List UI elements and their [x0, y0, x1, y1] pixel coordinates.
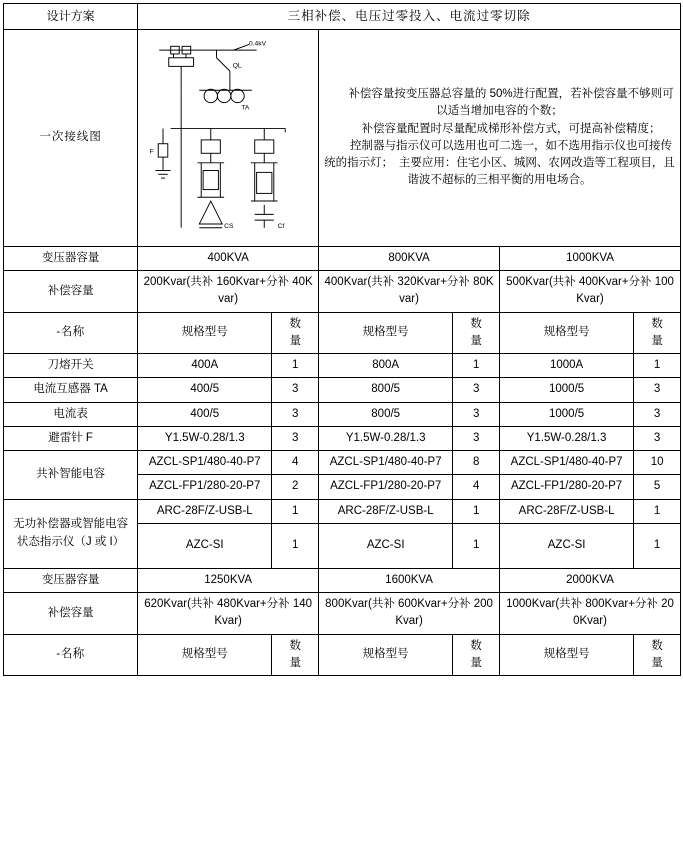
svg-text:F: F — [149, 148, 154, 156]
item-spec: 800A — [319, 354, 453, 378]
transformer-capacity-value-5: 1600KVA — [319, 568, 500, 592]
transformer-capacity-label-2: 变压器容量 — [4, 568, 138, 592]
transformer-capacity-label-1: 变压器容量 — [4, 246, 138, 270]
compensation-capacity-value-2: 400Kvar(共补 320Kvar+分补 80Kvar) — [319, 271, 500, 313]
item-spec: 400/5 — [138, 378, 272, 402]
transformer-capacity-value-1: 400KVA — [138, 246, 319, 270]
item-qty: 8 — [453, 451, 500, 475]
item-spec: AZCL-SP1/480-40-P7 — [500, 451, 634, 475]
qty-column-header-3: 数 量 — [634, 312, 681, 354]
diagram-description — [319, 29, 681, 246]
item-qty: 1 — [634, 523, 681, 568]
item-name: 刀熔开关 — [4, 354, 138, 378]
item-qty: 1 — [272, 523, 319, 568]
item-qty: 1 — [453, 499, 500, 523]
item-spec: AZC-SI — [500, 523, 634, 568]
transformer-capacity-value-2: 800KVA — [319, 246, 500, 270]
item-spec: 1000A — [500, 354, 634, 378]
compensation-capacity-value-4: 620Kvar(共补 480Kvar+分补 140Kvar) — [138, 593, 319, 635]
spec-column-header-6: 规格型号 — [500, 634, 634, 676]
item-qty: 3 — [272, 426, 319, 450]
item-spec: Y1.5W-0.28/1.3 — [138, 426, 272, 450]
item-spec: 1000/5 — [500, 378, 634, 402]
qty-column-header-4: 数 量 — [272, 634, 319, 676]
item-qty: 1 — [634, 499, 681, 523]
item-qty: 3 — [634, 402, 681, 426]
item-qty: 3 — [634, 426, 681, 450]
item-spec: 400A — [138, 354, 272, 378]
item-spec: 800/5 — [319, 378, 453, 402]
spec-column-header-3: 规格型号 — [500, 312, 634, 354]
item-spec: AZC-SI — [319, 523, 453, 568]
item-qty: 1 — [272, 354, 319, 378]
item-qty: 3 — [453, 426, 500, 450]
table-row — [4, 402, 681, 426]
item-qty: 3 — [453, 402, 500, 426]
compensation-capacity-label-2: 补偿容量 — [4, 593, 138, 635]
item-spec: Y1.5W-0.28/1.3 — [319, 426, 453, 450]
item-qty: 1 — [634, 354, 681, 378]
item-qty: 1 — [453, 354, 500, 378]
item-qty: 3 — [453, 378, 500, 402]
item-qty: 10 — [634, 451, 681, 475]
compensation-capacity-value-3: 500Kvar(共补 400Kvar+分补 100Kvar) — [500, 271, 681, 313]
table-row — [4, 378, 681, 402]
item-spec: AZCL-FP1/280-20-P7 — [319, 475, 453, 499]
compensation-capacity-label-1: 补偿容量 — [4, 271, 138, 313]
table-row — [4, 4, 681, 30]
transformer-capacity-value-6: 2000KVA — [500, 568, 681, 592]
name-column-header-2: -名称 — [4, 634, 138, 676]
spec-column-header-1: 规格型号 — [138, 312, 272, 354]
wiring-diagram-label: 一次接线图 — [4, 29, 138, 246]
item-spec: AZCL-FP1/280-20-P7 — [500, 475, 634, 499]
svg-text:0.4kV: 0.4kV — [249, 40, 267, 48]
spec-column-header-2: 规格型号 — [319, 312, 453, 354]
item-name: 电流互感器 TA — [4, 378, 138, 402]
table-row — [4, 354, 681, 378]
svg-text:Cf: Cf — [277, 222, 285, 230]
spec-column-header-4: 规格型号 — [138, 634, 272, 676]
compensation-capacity-value-1: 200Kvar(共补 160Kvar+分补 40Kvar) — [138, 271, 319, 313]
item-spec: AZCL-SP1/480-40-P7 — [138, 451, 272, 475]
item-name: 无功补偿器或智能电容状态指示仪（J 或 I） — [4, 499, 138, 568]
item-name: 电流表 — [4, 402, 138, 426]
item-qty: 3 — [634, 378, 681, 402]
qty-column-header-6: 数 量 — [634, 634, 681, 676]
design-scheme-label: 设计方案 — [4, 4, 138, 30]
transformer-capacity-value-4: 1250KVA — [138, 568, 319, 592]
description-paragraph-3: 控制器与指示仪可以选用也可二选一，如不选用指示仪也可接传统的指示灯； 主要应用：住宅小区、城网、农网改造等工程项目，且谐波不超标的三相平衡的用电场合。 — [324, 139, 675, 187]
item-qty: 4 — [272, 451, 319, 475]
description-paragraph-2: 补偿容量配置时尽量配成梯形补偿方式，可提高补偿精度； — [361, 122, 661, 135]
wiring-diagram-svg — [142, 33, 314, 243]
item-qty: 1 — [453, 523, 500, 568]
table-row — [4, 426, 681, 450]
item-name: 避雷针 F — [4, 426, 138, 450]
item-name: 共补智能电容 — [4, 451, 138, 500]
item-spec: ARC-28F/Z-USB-L — [138, 499, 272, 523]
item-spec: 1000/5 — [500, 402, 634, 426]
table-row — [4, 568, 681, 592]
item-qty: 4 — [453, 475, 500, 499]
qty-column-header-5: 数 量 — [453, 634, 500, 676]
table-row — [4, 451, 681, 475]
compensation-capacity-value-6: 1000Kvar(共补 800Kvar+分补 200Kvar) — [500, 593, 681, 635]
compensation-capacity-value-5: 800Kvar(共补 600Kvar+分补 200Kvar) — [319, 593, 500, 635]
item-spec: 800/5 — [319, 402, 453, 426]
description-paragraph-1: 补偿容量按变压器总容量的 50%进行配置，若补偿容量不够则可以适当增加电容的个数； — [348, 88, 674, 118]
item-spec: AZC-SI — [138, 523, 272, 568]
item-qty: 3 — [272, 402, 319, 426]
item-spec: ARC-28F/Z-USB-L — [500, 499, 634, 523]
qty-column-header-1: 数 量 — [272, 312, 319, 354]
item-qty: 1 — [272, 499, 319, 523]
qty-column-header-2: 数 量 — [453, 312, 500, 354]
table-row — [4, 29, 681, 246]
item-spec: Y1.5W-0.28/1.3 — [500, 426, 634, 450]
specification-table — [3, 3, 681, 676]
item-spec: ARC-28F/Z-USB-L — [319, 499, 453, 523]
table-row — [4, 246, 681, 270]
table-header-row — [4, 312, 681, 354]
item-qty: 5 — [634, 475, 681, 499]
table-row — [4, 593, 681, 635]
transformer-capacity-value-3: 1000KVA — [500, 246, 681, 270]
name-column-header-1: -名称 — [4, 312, 138, 354]
item-spec: AZCL-FP1/280-20-P7 — [138, 475, 272, 499]
table-header-row — [4, 634, 681, 676]
item-qty: 2 — [272, 475, 319, 499]
design-scheme-value: 三相补偿、电压过零投入、电流过零切除 — [138, 4, 681, 30]
svg-text:TA: TA — [241, 104, 250, 112]
item-spec: 400/5 — [138, 402, 272, 426]
item-qty: 3 — [272, 378, 319, 402]
wiring-diagram — [138, 29, 319, 246]
svg-text:QL: QL — [232, 62, 242, 70]
svg-text:CS: CS — [224, 222, 234, 230]
table-row — [4, 499, 681, 523]
item-spec: AZCL-SP1/480-40-P7 — [319, 451, 453, 475]
spec-column-header-5: 规格型号 — [319, 634, 453, 676]
table-row — [4, 271, 681, 313]
